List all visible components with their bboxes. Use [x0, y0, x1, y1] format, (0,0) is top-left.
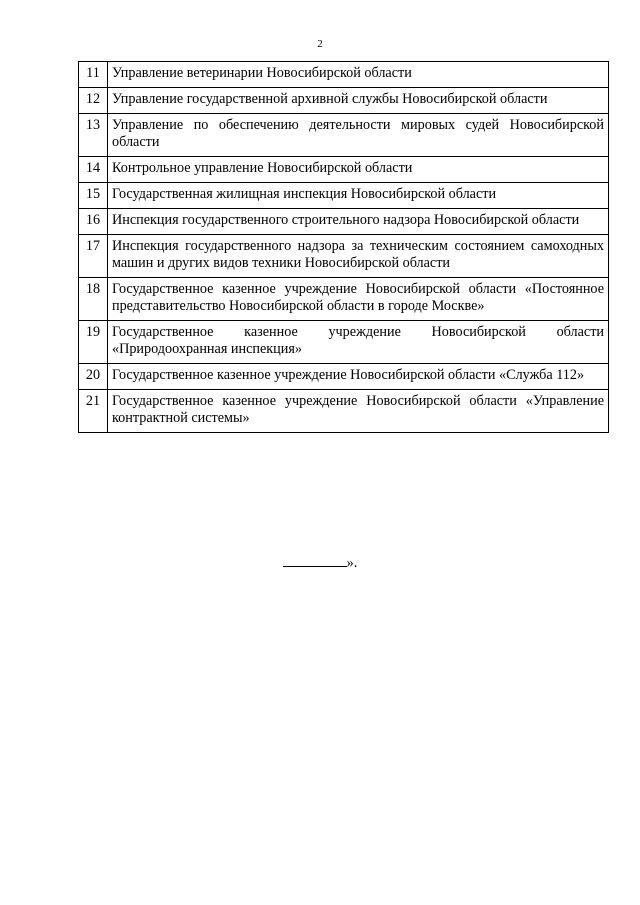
table-row — [79, 62, 609, 88]
institutions-table — [78, 61, 609, 433]
closing-quote: ». — [346, 555, 358, 571]
row-number: 19 — [79, 321, 108, 364]
signature-line — [283, 554, 347, 567]
table-row — [79, 321, 609, 364]
row-name: Государственное казенное учреждение Новосибирской области «Служба 112» — [108, 364, 609, 390]
table-row — [79, 278, 609, 321]
table-row — [79, 183, 609, 209]
row-number: 13 — [79, 114, 108, 157]
table-row — [79, 209, 609, 235]
row-name: Управление государственной архивной службы Новосибирской области — [108, 88, 609, 114]
row-name: Инспекция государственного надзора за техническим состоянием самоходных машин и других видов техники Новосибирской области — [108, 235, 609, 278]
row-name: Контрольное управление Новосибирской области — [108, 157, 609, 183]
table-row — [79, 114, 609, 157]
row-number: 17 — [79, 235, 108, 278]
row-name: Государственная жилищная инспекция Новосибирской области — [108, 183, 609, 209]
row-name: Государственное казенное учреждение Новосибирской области «Управление контрактной системы» — [108, 390, 609, 433]
row-number: 20 — [79, 364, 108, 390]
table-row — [79, 88, 609, 114]
closing-mark — [0, 554, 640, 572]
row-name: Управление по обеспечению деятельности мировых судей Новосибирской области — [108, 114, 609, 157]
table-row — [79, 364, 609, 390]
row-number: 15 — [79, 183, 108, 209]
table-row — [79, 157, 609, 183]
row-name: Инспекция государственного строительного надзора Новосибирской области — [108, 209, 609, 235]
table-body — [79, 62, 609, 433]
row-number: 18 — [79, 278, 108, 321]
row-name: Управление ветеринарии Новосибирской области — [108, 62, 609, 88]
row-name: Государственное казенное учреждение Новосибирской области «Природоохранная инспекция» — [108, 321, 609, 364]
row-number: 14 — [79, 157, 108, 183]
row-number: 16 — [79, 209, 108, 235]
row-number: 12 — [79, 88, 108, 114]
row-name: Государственное казенное учреждение Новосибирской области «Постоянное представительство Новосибирской области в городе Москве» — [108, 278, 609, 321]
row-number: 21 — [79, 390, 108, 433]
table-row — [79, 235, 609, 278]
row-number: 11 — [79, 62, 108, 88]
table-row — [79, 390, 609, 433]
page-number: 2 — [317, 38, 323, 50]
